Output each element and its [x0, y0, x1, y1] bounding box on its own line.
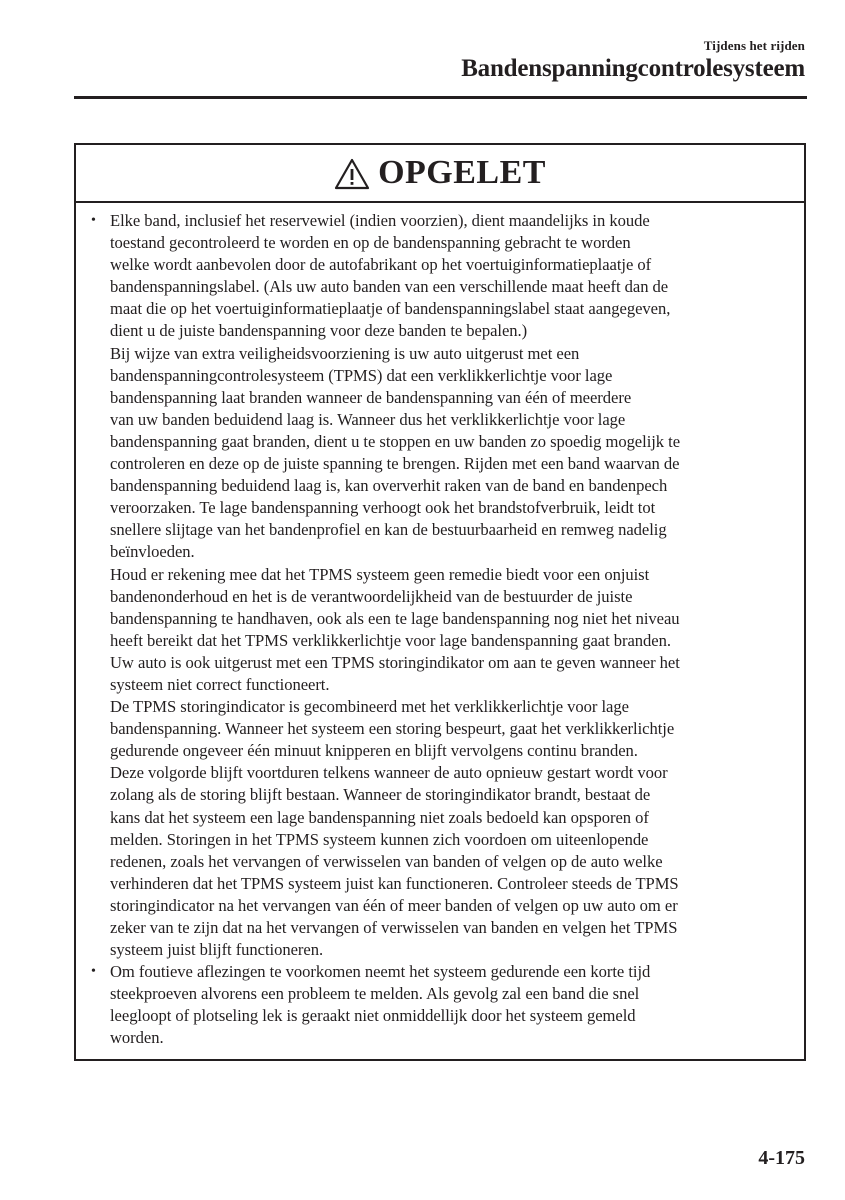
text-line: melden. Storingen in het TPMS systeem kunnen zich voordoen om uiteenlopende	[110, 829, 649, 849]
text-line: toestand gecontroleerd te worden en op de bandenspanning gebracht te worden	[110, 233, 631, 253]
text-line: storingindicator na het vervangen van één of meer banden of velgen op uw auto om er	[110, 895, 678, 915]
caution-item-2-text	[110, 961, 784, 1049]
text-line: welke wordt aanbevolen door de autofabrikant op het voertuiginformatieplaatje of	[110, 255, 652, 275]
text-line: Elke band, inclusief het reservewiel (indien voorzien), dient maandelijks in koude	[110, 211, 650, 230]
section-label: Tijdens het rijden	[703, 38, 805, 53]
text-line: van uw banden beduidend laag is. Wanneer dus het verklikkerlichtje voor lage	[110, 409, 626, 429]
text-line: veroorzaken. Te lage bandenspanning verhoogt ook het brandstofverbruik, leidt tot	[110, 498, 656, 518]
text-line: systeem niet correct functioneert.	[110, 674, 330, 694]
text-line: Houd er rekening mee dat het TPMS systeem geen remedie biedt voor een onjuist	[110, 564, 650, 584]
text-line: gedurende ongeveer één minuut knipperen en blijft vervolgens continu branden.	[110, 741, 638, 761]
text-line: controleren en deze op de juiste spanning te brengen. Rijden met een band waarvan de	[110, 454, 680, 474]
header-rule	[74, 96, 807, 99]
warning-triangle-icon	[334, 158, 370, 190]
text-line: Uw auto is ook uitgerust met een TPMS storingindikator om aan te geven wanneer het	[110, 652, 680, 672]
text-line: bandenspanningslabel. (Als uw auto banden van een verschillende maat heeft dan de	[110, 277, 669, 297]
text-line: systeem juist blijft functioneren.	[110, 940, 324, 960]
text-line: bandenspanning. Wanneer het systeem een storing bespeurt, gaat het verklikkerlichtje	[110, 719, 675, 739]
text-line: bandenspanning gaat branden, dient u te stoppen en uw banden zo spoedig mogelijk te	[110, 431, 681, 451]
caution-body	[76, 203, 804, 1050]
caution-header	[76, 145, 804, 203]
text-line: Om foutieve aflezingen te voorkomen neemt het systeem gedurende een korte tijd	[110, 962, 651, 982]
text-line: leegloopt of plotseling lek is geraakt niet onmiddellijk door het systeem gemeld	[110, 1006, 636, 1026]
text-line: dient u de juiste bandenspanning voor deze banden te bepalen.)	[110, 321, 528, 341]
text-line: worden.	[110, 1028, 164, 1048]
text-line: maat die op het voertuiginformatieplaatje of bandenspanningslabel staat aangegeven,	[110, 299, 671, 319]
text-line: zeker van te zijn dat na het vervangen of verwisselen van banden en velgen het TPMS	[110, 918, 678, 937]
text-line: steekproeven alvorens een probleem te melden. Als gevolg zal een band die snel	[110, 984, 640, 1004]
text-line: De TPMS storingindicator is gecombineerd met het verklikkerlichtje voor lage	[110, 697, 629, 717]
text-line: heeft bereikt dat het TPMS verklikkerlichtje voor lage bandenspanning gaat branden.	[110, 630, 671, 650]
caution-title: OPGELET	[378, 154, 546, 191]
text-line: Deze volgorde blijft voortduren telkens wanneer de auto opnieuw gestart wordt voor	[110, 763, 668, 783]
text-line: bandenspanning laat branden wanneer de bandenspanning van één of meerdere	[110, 387, 632, 407]
text-line: bandenonderhoud en het is de verantwoordelijkheid van de bestuurder de juiste	[110, 586, 633, 606]
text-line: bandenspanning te handhaven, ook als een te lage bandenspanning nog niet het niveau	[110, 608, 680, 628]
text-line: snellere slijtage van het bandenprofiel en kan de bestuurbaarheid en remweg nadelig	[110, 520, 667, 540]
text-line: bandenspanningcontrolesysteem (TPMS) dat een verklikkerlichtje voor lage	[110, 365, 613, 385]
caution-box	[74, 143, 806, 1061]
text-line: bandenspanning beduidend laag is, kan oververhit raken van de band en bandenpech	[110, 476, 668, 496]
caution-item-1-text	[110, 210, 784, 961]
text-line: redenen, zoals het vervangen of verwisselen van banden of velgen op de auto welke	[110, 851, 663, 871]
page-title: Bandenspanningcontrolesysteem	[461, 55, 805, 82]
page-number: 4-175	[758, 1147, 805, 1169]
text-line: zolang als de storing blijft bestaan. Wanneer de storingindikator brandt, bestaat de	[110, 785, 651, 805]
text-line: Bij wijze van extra veiligheidsvoorziening is uw auto uitgerust met een	[110, 343, 580, 363]
text-line: beïnvloeden.	[110, 542, 195, 562]
bullet: •	[91, 964, 96, 980]
bullet: •	[91, 213, 96, 228]
text-line: kans dat het systeem een lage bandenspanning niet zoals bedoeld kan opsporen of	[110, 807, 649, 827]
text-line: verhinderen dat het TPMS systeem juist kan functioneren. Controleer steeds de TPMS	[110, 873, 679, 893]
caution-item-1	[91, 210, 784, 961]
caution-item-2	[91, 961, 784, 1049]
